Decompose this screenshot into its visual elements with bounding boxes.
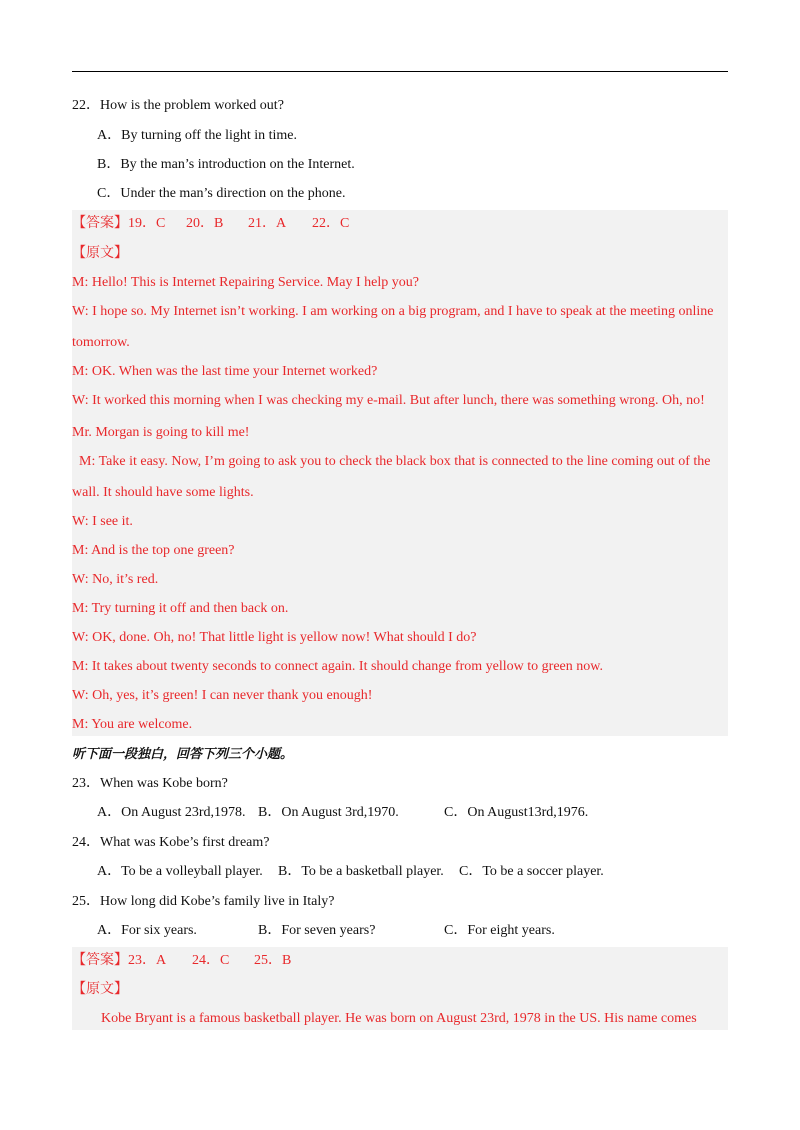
transcript-line: M: Try turning it off and then back on.: [72, 601, 289, 616]
question-25-option-b: B．For seven years?: [258, 923, 376, 938]
question-24-option-a: A．To be a volleyball player.: [97, 864, 263, 879]
transcript-line: tomorrow.: [72, 335, 130, 350]
question-25-option-c: C．For eight years.: [444, 923, 555, 938]
transcript-line: M: Hello! This is Internet Repairing Service. May I help you?: [72, 275, 419, 290]
question-25-stem: 25．How long did Kobe’s family live in Italy?: [72, 894, 335, 909]
answer-line-b: [72, 951, 291, 971]
transcript-line: M: OK. When was the last time your Internet worked?: [72, 364, 378, 379]
transcript-label-b: 【原文】: [72, 982, 128, 997]
question-23-stem: 23．When was Kobe born?: [72, 776, 228, 791]
question-23-option-c: C．On August13rd,1976.: [444, 805, 589, 820]
question-22-option-c: C．Under the man’s direction on the phone.: [97, 186, 346, 201]
question-22-option-a: A．By turning off the light in time.: [97, 128, 298, 143]
transcript-line: W: Oh, yes, it’s green! I can never thank you enough!: [72, 688, 373, 703]
header-rule: [72, 71, 728, 72]
answer-item: 22．C: [312, 216, 350, 231]
transcript-line: W: OK, done. Oh, no! That little light is yellow now! What should I do?: [72, 630, 477, 645]
transcript-line: W: I see it.: [72, 514, 133, 529]
answer-item: 21．A: [248, 216, 287, 231]
question-24-option-c: C．To be a soccer player.: [459, 864, 604, 879]
transcript-line: W: I hope so. My Internet isn’t working. I am working on a big program, and I have to speak at the meeting online: [72, 304, 714, 319]
transcript-line: Mr. Morgan is going to kill me!: [72, 425, 250, 440]
question-22-option-b: B．By the man’s introduction on the Internet.: [97, 157, 355, 172]
transcript-line: M: You are welcome.: [72, 717, 193, 732]
transcript-line: M: It takes about twenty seconds to connect again. It should change from yellow to green now.: [72, 659, 603, 674]
question-24-option-b: B．To be a basketball player.: [278, 864, 444, 879]
transcript-line: M: Take it easy. Now, I’m going to ask you to check the black box that is connected to the line coming out of the: [72, 454, 711, 469]
section-heading: 听下面一段独白，回答下列三个小题。: [72, 747, 294, 762]
answer-item: 24．C: [192, 953, 230, 968]
transcript-line: wall. It should have some lights.: [72, 485, 254, 500]
answer-item: 23．A: [128, 953, 167, 968]
transcript-line: W: It worked this morning when I was checking my e-mail. But after lunch, there was something wrong. Oh, no!: [72, 393, 705, 408]
question-23-option-a: A．On August 23rd,1978.: [97, 805, 246, 820]
transcript-line: Kobe Bryant is a famous basketball player. He was born on August 23rd, 1978 in the US. His name comes: [101, 1011, 697, 1026]
question-22-stem: 22．How is the problem worked out?: [72, 98, 284, 113]
answer-item: 19．C: [128, 216, 166, 231]
answer-item: 25．B: [254, 953, 292, 968]
question-25-option-a: A．For six years.: [97, 923, 197, 938]
question-23-option-b: B．On August 3rd,1970.: [258, 805, 399, 820]
transcript-label-a: 【原文】: [72, 246, 128, 261]
question-24-stem: 24．What was Kobe’s first dream?: [72, 835, 270, 850]
answer-item: 20．B: [186, 216, 224, 231]
transcript-line: W: No, it’s red.: [72, 572, 159, 587]
answer-line-a: [72, 214, 349, 234]
answer-label: 【答案】: [72, 216, 128, 231]
transcript-line: M: And is the top one green?: [72, 543, 235, 558]
answer-label: 【答案】: [72, 953, 128, 968]
